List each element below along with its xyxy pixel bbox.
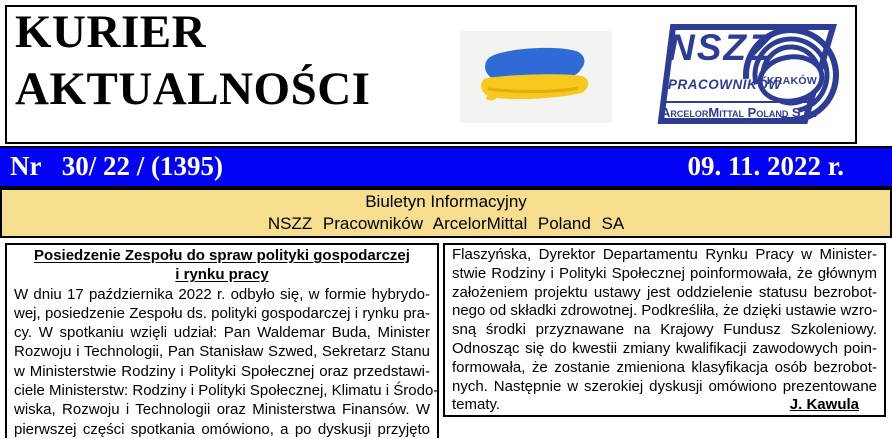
newsletter-title — [15, 4, 370, 118]
article-text-line: ciele Ministerstw: Rodziny i Polityki Społecznej, Klimatu i Środo- — [14, 382, 439, 400]
bulletin-line2: NSZZ Pracowników ArcelorMittal Poland SA — [267, 214, 625, 233]
masthead-box — [5, 5, 857, 144]
article-text-line: W dniu 17 października 2022 r. odbyło się, w formie hybrydo- — [14, 285, 430, 303]
article-text-line: formowała, że zostanie zmieniona klasyfikacja osób bezrobot- — [452, 358, 877, 376]
ukraine-flag-svg — [460, 31, 612, 123]
article-text-line: cy. W spotkaniu wzięli udział: Pan Waldemar Buda, Minister — [14, 324, 430, 342]
issue-number: Nr 30/ 22 / (1395) — [10, 150, 223, 181]
newsletter-title-line1: KURIER — [15, 6, 207, 58]
article-text-line: wej, posiedzenie Zespołu ds. polityki gospodarczej i rynku pra- — [14, 304, 430, 322]
logo-acronym: NSZZ — [668, 27, 773, 68]
author-signature: J. Kawula — [789, 396, 859, 414]
article-last-row — [452, 396, 877, 415]
article-text-line: stwie Rodziny i Polityki Społecznej poinformowała, że głównym — [452, 264, 877, 282]
logo-company-label: ArcelorMittal Poland S.A. — [661, 101, 813, 120]
logo-members-label: PRACOWNIKÓW — [668, 77, 782, 92]
article-text-line: nego od składki zdrowotnej. Podkreśliła, że dzięki ustawie wzro- — [452, 302, 878, 320]
article-column-left — [5, 243, 439, 438]
article-text-line: nych. Następnie w szerokiej dyskusji omówiono prezentowane — [452, 377, 877, 395]
article-text-line: sną środki przyznawane na Krajowy Fundusz Szkoleniowy. — [452, 321, 877, 339]
article-text-line: w Ministerstwie Rodziny i Polityki Społecznej oraz przedstawi- — [14, 362, 430, 380]
bulletin-info-bar — [0, 188, 892, 238]
flag-paint-speck — [486, 96, 496, 101]
ukraine-flag-image — [460, 31, 612, 123]
issue-banner — [0, 146, 892, 188]
article-text-line: wiska, Rozwoju i Technologii oraz Ministerstwa Finansów. W — [14, 401, 430, 419]
article-heading-line2: i rynku pracy — [175, 266, 269, 284]
article-last-line: tematy. — [452, 396, 501, 414]
article-text-line: Rozwoju i Technologii, Pan Stanisław Szwed, Sekretarz Stanu — [14, 343, 430, 361]
article-text-line: Odnosząc się do kwestii zmiany kwalifikacji zawodowych poin- — [452, 339, 877, 357]
article-heading-line1: Posiedzenie Zespołu do spraw polityki gospodarczej — [34, 247, 410, 264]
article-text-line: pierwszej części spotkania omówiono, a po dyskusji przyjęto — [14, 420, 430, 438]
logo-badge-label: KRAKÓW — [766, 75, 818, 87]
article-text-line: założeniem projektu ustawy jest oddzielenie statusu bezrobot- — [452, 283, 877, 301]
bulletin-line1: Biuletyn Informacyjny — [365, 192, 527, 211]
article-right-body — [452, 246, 877, 396]
article-column-right — [443, 243, 886, 417]
issue-date: 09. 11. 2022 r. — [687, 150, 844, 181]
newsletter-title-line2: AKTUALNOŚCI — [15, 63, 371, 115]
article-text-line: Flaszyńska, Dyrektor Departamentu Rynku Pracy w Minister- — [452, 246, 877, 263]
article-left-body — [14, 285, 439, 439]
nszz-logo — [655, 19, 849, 131]
